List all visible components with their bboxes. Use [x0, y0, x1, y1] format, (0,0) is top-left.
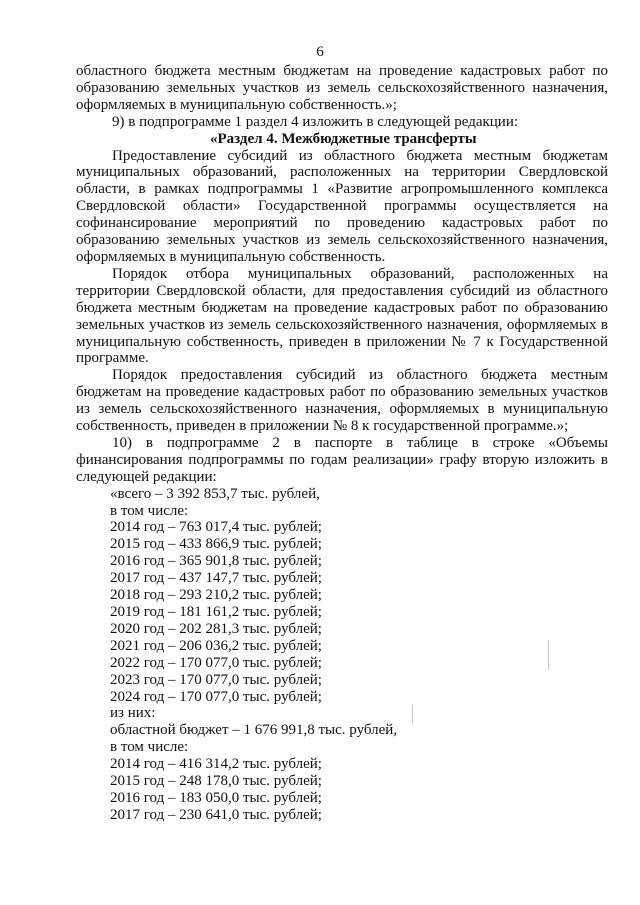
funding-year: 2016 год – 365 901,8 тыс. рублей;: [110, 553, 322, 570]
funding-year: 2015 год – 433 866,9 тыс. рублей;: [110, 536, 322, 553]
regional-year: 2014 год – 416 314,2 тыс. рублей;: [110, 756, 322, 773]
funding-year: 2018 год – 293 210,2 тыс. рублей;: [110, 587, 322, 604]
paragraph-selection-order: Порядок отбора муниципальных образований, расположенных на территории Свердловской области, для предоставления субсидий из областного бюджета местным бюджетам на проведение кадастровых работ по образованию земельных участков из земель сельскохозяйственного назначения, оформляемых в муниципальную собственность, приведен в приложении № 7 к Государственной программе.: [76, 265, 608, 367]
document-body: [76, 63, 608, 824]
funding-year: 2021 год – 206 036,2 тыс. рублей;: [110, 637, 322, 654]
funding-list: [76, 486, 608, 824]
funding-year: 2023 год – 170 077,0 тыс. рублей;: [110, 671, 322, 688]
paragraph-item-9: 9) в подпрограмме 1 раздел 4 изложить в следующей редакции:: [112, 113, 519, 130]
funding-year: 2017 год – 437 147,7 тыс. рублей;: [110, 570, 322, 587]
regional-budget-total: областной бюджет – 1 676 991,8 тыс. рублей,: [110, 722, 398, 739]
paragraph-item-10: 10) в подпрограмме 2 в паспорте в таблице в строке «Объемы финансирования подпрограммы по годам реализации» графу вторую изложить в следующей редакции:: [76, 434, 608, 485]
paragraph-subsidies: Предоставление субсидий из областного бюджета местным бюджетам муниципальных образований, расположенных на территории Свердловской области, в рамках подпрограммы 1 «Развитие агропромышленного комплекса Свердловской области» Государственной программы осуществляется на софинансирование мероприятий по проведению кадастровых работ по образованию земельных участков из земель сельскохозяйственного назначения, оформляемых в муниципальную собственность.: [76, 147, 608, 265]
funding-year: 2020 год – 202 281,3 тыс. рублей;: [110, 620, 322, 637]
funding-year: 2024 год – 170 077,0 тыс. рублей;: [110, 688, 322, 705]
regional-including: в том числе:: [110, 739, 189, 756]
funding-year: 2014 год – 763 017,4 тыс. рублей;: [110, 519, 322, 536]
paragraph-provision-order: Порядок предоставления субсидий из областного бюджета местным бюджетам на проведение кадастровых работ по образованию земельных участков из земель сельскохозяйственного назначения, оформляемых в муниципальную собственность, приведен в приложении № 8 к государственной программе.»;: [76, 367, 608, 435]
regional-year: 2016 год – 183 050,0 тыс. рублей;: [110, 789, 322, 806]
funding-year: 2019 год – 181 161,2 тыс. рублей;: [110, 604, 322, 620]
funding-of-them: из них:: [110, 705, 156, 722]
section-heading: «Раздел 4. Межбюджетные трансферты: [210, 130, 477, 147]
funding-total: «всего – 3 392 853,7 тыс. рублей,: [110, 485, 320, 502]
funding-including: в том числе:: [110, 502, 189, 519]
regional-year: 2017 год – 230 641,0 тыс. рублей;: [110, 806, 322, 823]
funding-year: 2022 год – 170 077,0 тыс. рублей;: [110, 654, 322, 671]
paragraph-continuation: областного бюджета местным бюджетам на проведение кадастровых работ по образованию земельных участков из земель сельскохозяйственного назначения, оформляемых в муниципальную собственность.»;: [76, 63, 608, 113]
regional-year: 2015 год – 248 178,0 тыс. рублей;: [110, 773, 322, 790]
page-number: 6: [316, 44, 324, 60]
